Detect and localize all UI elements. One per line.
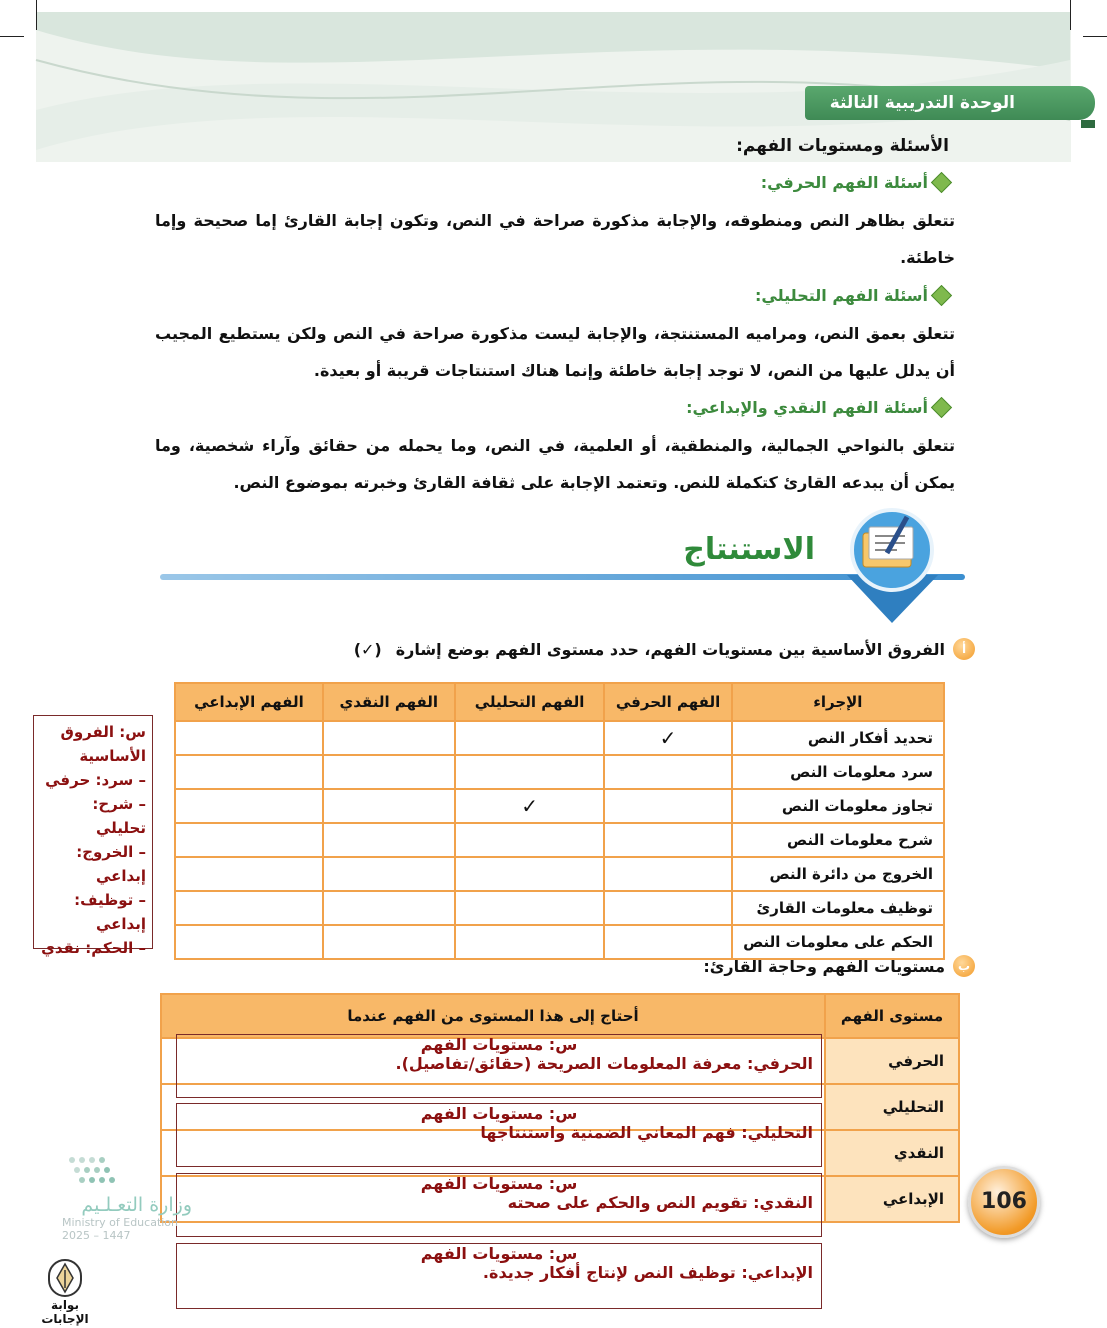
action-cell: تجاوز معلومات النص (732, 789, 944, 823)
diamond-bullet-icon (931, 285, 952, 306)
action-cell: شرح معلومات النص (732, 823, 944, 857)
check-cell[interactable] (175, 925, 323, 959)
crop-mark (1070, 0, 1071, 30)
check-cell[interactable] (175, 755, 323, 789)
crop-mark (0, 36, 24, 37)
side-note-line: – شرح: تحليلي (92, 795, 146, 837)
check-cell[interactable]: ✓ (604, 721, 731, 755)
unit-badge-tab (1081, 120, 1095, 128)
answer-text: الحرفي: معرفة المعلومات الصريحة (حقائق/تفاصيل). (395, 1054, 813, 1073)
action-cell: الخروج من دائرة النص (732, 857, 944, 891)
check-cell[interactable] (604, 789, 731, 823)
check-cell[interactable] (175, 721, 323, 755)
answer-question: س: مستويات الفهم (420, 1244, 578, 1263)
diamond-bullet-icon (931, 397, 952, 418)
check-cell[interactable] (323, 721, 455, 755)
analytical-title: أسئلة الفهم التحليلي: (755, 286, 928, 305)
level-cell: التحليلي (825, 1084, 959, 1130)
literal-heading (761, 173, 949, 192)
pen-nib-icon (45, 1254, 85, 1298)
analytical-heading (755, 286, 949, 305)
crop-mark (36, 0, 37, 30)
check-cell[interactable] (175, 789, 323, 823)
ministry-logo (62, 1150, 192, 1242)
answer-box-creative (176, 1243, 822, 1309)
notepad-pencil-icon (835, 505, 950, 625)
check-cell[interactable] (604, 925, 731, 959)
level-cell: النقدي (825, 1130, 959, 1176)
section-heading: الأسئلة ومستويات الفهم: (736, 136, 949, 156)
answer-box-critical (176, 1173, 822, 1237)
check-cell[interactable] (175, 891, 323, 925)
action-cell: تحديد أفكار النص (732, 721, 944, 755)
side-note-line: – سرد: حرفي (45, 771, 146, 789)
check-cell[interactable] (455, 857, 605, 891)
side-note-line: – توظيف: إبداعي (74, 891, 146, 933)
check-cell[interactable] (323, 857, 455, 891)
check-cell[interactable] (604, 823, 731, 857)
page-number: 106 (968, 1166, 1040, 1238)
literal-title: أسئلة الفهم الحرفي: (760, 173, 928, 192)
table-header: الفهم النقدي (323, 683, 455, 721)
check-cell[interactable] (323, 789, 455, 823)
check-cell[interactable] (455, 925, 605, 959)
table-header-row (161, 994, 959, 1038)
answer-text: التحليلي: فهم المعاني الضمنية واستنتاجها (480, 1123, 813, 1142)
check-cell[interactable] (455, 755, 605, 789)
check-cell[interactable] (323, 925, 455, 959)
table-header: الإجراء (732, 683, 944, 721)
ministry-name-en: Ministry of Education (62, 1216, 179, 1229)
action-cell: الحكم على معلومات النص (732, 925, 944, 959)
side-note-line: – الحكم: نقدي (41, 939, 146, 957)
table-row (175, 721, 944, 755)
question-b-bullet: ب (953, 955, 975, 977)
check-cell[interactable]: ✓ (455, 789, 605, 823)
answer-question: س: مستويات الفهم (420, 1104, 578, 1123)
critical-heading (686, 398, 949, 417)
ministry-name-ar: وزارة التعـلـيم (81, 1194, 192, 1216)
side-note-line: – الخروج: إبداعي (76, 843, 146, 885)
unit-badge (805, 86, 1095, 120)
question-a-text: الفروق الأساسية بين مستويات الفهم، حدد مستوى الفهم بوضع إشارة (395, 639, 945, 659)
literal-paragraph: تتعلق بظاهر النص ومنطوقه، والإجابة مذكورة صراحة في النص، وتكون إجابة القارئ إما صحيحة وإما خاطئة. (155, 211, 955, 267)
answer-text: الإبداعي: توظيف النص لإنتاج أفكار جديدة. (482, 1263, 813, 1282)
check-cell[interactable] (604, 857, 731, 891)
unit-label: الوحدة التدريبية الثالثة (829, 93, 1015, 113)
question-a-bullet: أ (953, 638, 975, 660)
side-notes-title: س: الفروق الأساسية (60, 723, 146, 765)
check-cell[interactable] (604, 755, 731, 789)
table-row (175, 891, 944, 925)
comprehension-levels-table (174, 682, 945, 960)
analytical-paragraph: تتعلق بعمق النص، ومراميه المستنتجة، والإجابة ليست مذكورة صراحة في النص ولكن يستطيع المجيب أن يدلل عليها من النص، لا توجد إجابة خاطئة وإنما هناك استنتاجات قريبة أو بعيدة. (155, 324, 955, 380)
table-row (175, 823, 944, 857)
critical-title: أسئلة الفهم النقدي والإبداعي: (686, 398, 928, 417)
check-cell[interactable] (455, 823, 605, 857)
check-cell[interactable] (455, 721, 605, 755)
check-cell[interactable] (175, 823, 323, 857)
diamond-bullet-icon (931, 172, 952, 193)
table-row (175, 925, 944, 959)
question-b (703, 955, 975, 977)
table-header: الفهم الحرفي (604, 683, 731, 721)
check-cell[interactable] (455, 891, 605, 925)
question-a (354, 638, 975, 660)
table-header: أحتاج إلى هذا المستوى من الفهم عندما (161, 994, 825, 1038)
check-cell[interactable] (323, 823, 455, 857)
crop-mark (1083, 36, 1107, 37)
portal-label: بوابة الإجابات (41, 1298, 89, 1326)
conclusion-title: الاستنتاج (683, 532, 815, 567)
answer-question: س: مستويات الفهم (420, 1035, 578, 1054)
answer-text: النقدي: تقويم النص والحكم على صحته (507, 1193, 813, 1212)
level-cell: الحرفي (825, 1038, 959, 1084)
question-a-mark: (✓) (353, 639, 382, 659)
table-header: الفهم التحليلي (455, 683, 605, 721)
action-cell: توظيف معلومات القارئ (732, 891, 944, 925)
ministry-year: 2025 – 1447 (62, 1229, 131, 1242)
ministry-dots-icon (62, 1150, 192, 1192)
table-row (175, 789, 944, 823)
action-cell: سرد معلومات النص (732, 755, 944, 789)
level-cell: الإبداعي (825, 1176, 959, 1222)
check-cell[interactable] (604, 891, 731, 925)
answer-box-analytical (176, 1103, 822, 1167)
side-notes-box (33, 715, 153, 957)
portal-logo (30, 1254, 100, 1326)
answer-question: س: مستويات الفهم (420, 1174, 578, 1193)
table-row (175, 857, 944, 891)
table-header: مستوى الفهم (825, 994, 959, 1038)
check-cell[interactable] (323, 755, 455, 789)
table-header: الفهم الإبداعي (175, 683, 323, 721)
table-row (175, 755, 944, 789)
question-b-text: مستويات الفهم وحاجة القارئ: (703, 956, 945, 976)
critical-paragraph: تتعلق بالنواحي الجمالية، والمنطقية، أو العلمية، في النص، وما يحمله من حقائق وآراء شخصية، وما يمكن أن يبدعه القارئ كتكملة للنص. وتعتمد الإجابة على ثقافة القارئ وخبرته بموضوع النص. (155, 436, 955, 492)
table-header-row (175, 683, 944, 721)
check-cell[interactable] (323, 891, 455, 925)
answer-box-literal (176, 1034, 822, 1098)
check-cell[interactable] (175, 857, 323, 891)
